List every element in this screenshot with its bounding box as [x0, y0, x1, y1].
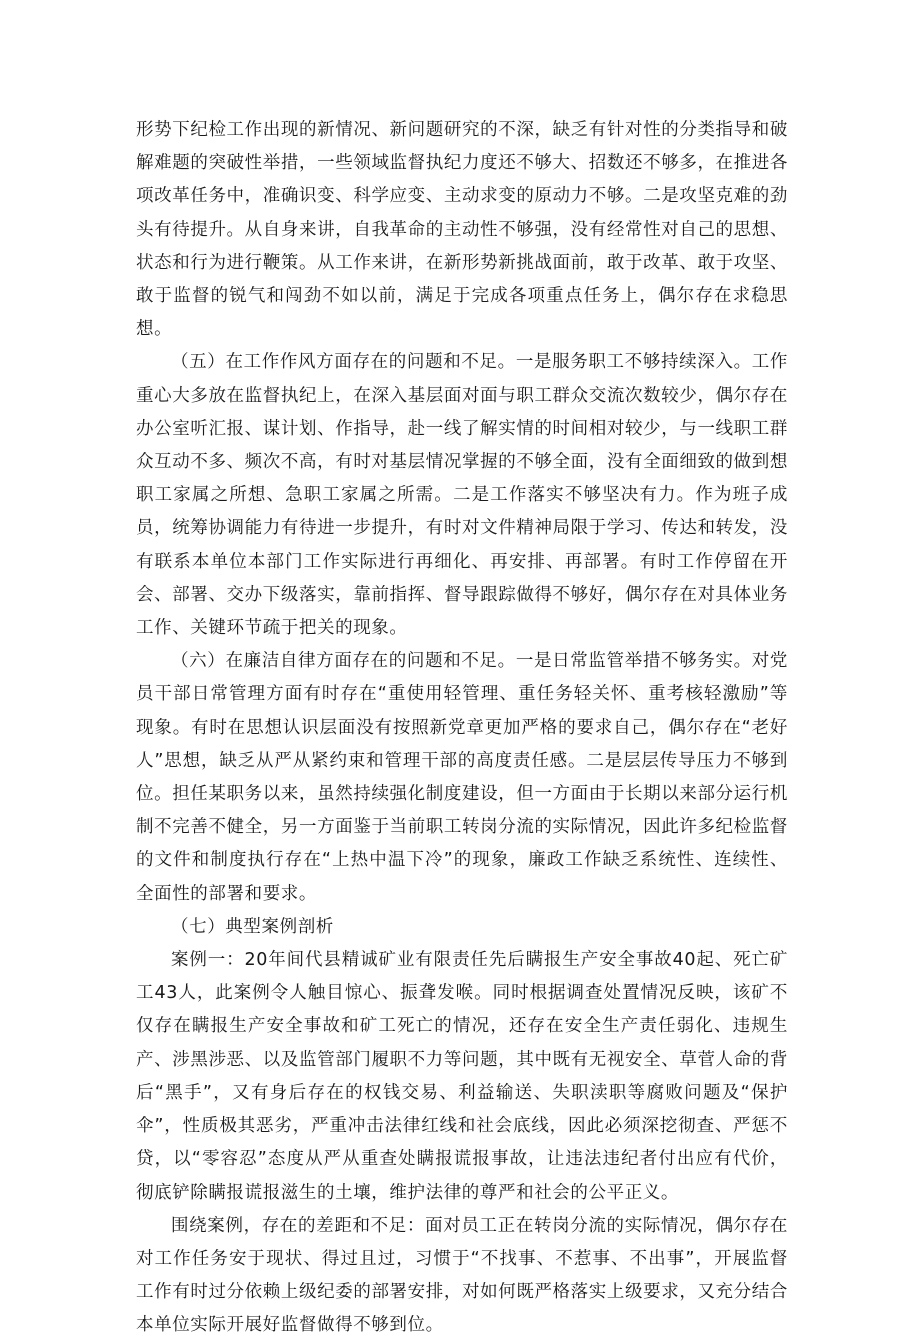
paragraph-integrity: （六）在廉洁自律方面存在的问题和不足。一是日常监管举措不够务实。对党员干部日常管理方面有时存在“重使用轻管理、重任务轻关怀、重考核轻激励”等现象。有时在思想认识层面没有按照新党章更加严格的要求自己，偶尔存在“老好人”思想，缺乏从严从紧约束和管理干部的高度责任感。二是层层传导压力不够到位。担任某职务以来，虽然持续强化制度建设，但一方面由于长期以来部分运行机制不完善不健全，另一方面鉴于当前职工转岗分流的实际情况，因此许多纪检监督的文件和制度执行存在“上热中温下冷”的现象，廉政工作缺乏系统性、连续性、全面性的部署和要求。 [136, 651, 788, 904]
paragraph-case-gaps: 围绕案例，存在的差距和不足：面对员工正在转岗分流的实际情况，偶尔存在对工作任务安于现状、得过且过，习惯于“不找事、不惹事、不出事”，开展监督工作有时过分依赖上级纪委的部署安排，对如何既严格落实上级要求，又充分结合本单位实际开展好监督做得不够到位。 [136, 1215, 788, 1336]
paragraph-continuation: 形势下纪检工作出现的新情况、新问题研究的不深，缺乏有针对性的分类指导和破解难题的突破性举措，一些领域监督执纪力度还不够大、招数还不够多，在推进各项改革任务中，准确识变、科学应变、主动求变的原动力不够。二是攻坚克难的劲头有待提升。从自身来讲，自我革命的主动性不够强，没有经常性对自己的思想、状态和行为进行鞭策。从工作来讲，在新形势新挑战面前，敢于改革、敢于攻坚、敢于监督的锐气和闯劲不如以前，满足于完成各项重点任务上，偶尔存在求稳思想。 [136, 120, 788, 340]
document-page [136, 114, 788, 1343]
section-heading-case-analysis: （七）典型案例剖析 [171, 916, 334, 937]
paragraph-case-one: 案例一：20年间代县精诚矿业有限责任先后瞒报生产安全事故40起、死亡矿工43人，此案例令人触目惊心、振聋发喉。同时根据调查处置情况反映，该矿不仅存在瞒报生产安全事故和矿工死亡的情况，还存在安全生产责任弱化、违规生产、涉黑涉恶、以及监管部门履职不力等问题，其中既有无视安全、草菅人命的背后“黑手”，又有身后存在的权钱交易、利益输送、失职渎职等腐败问题及“保护伞”，性质极其恶劣，严重冲击法律红线和社会底线，因此必须深挖彻查、严惩不贷，以“零容忍”态度从严从重查处瞒报谎报事故，让违法违纪者付出应有代价，彻底铲除瞒报谎报滋生的土壤，维护法律的尊严和社会的公平正义。 [136, 950, 788, 1203]
paragraph-work-style: （五）在工作作风方面存在的问题和不足。一是服务职工不够持续深入。工作重心大多放在监督执纪上，在深入基层面对面与职工群众交流次数较少，偶尔存在办公室听汇报、谋计划、作指导，赴一线了解实情的时间相对较少，与一线职工群众互动不多、频次不高，有时对基层情况掌握的不够全面，没有全面细致的做到想职工家属之所想、急职工家属之所需。二是工作落实不够坚决有力。作为班子成员，统筹协调能力有待进一步提升，有时对文件精神局限于学习、传达和转发，没有联系本单位本部门工作实际进行再细化、再安排、再部署。有时工作停留在开会、部署、交办下级落实，靠前指挥、督导跟踪做得不够好，偶尔存在对具体业务工作、关键环节疏于把关的现象。 [136, 352, 788, 639]
